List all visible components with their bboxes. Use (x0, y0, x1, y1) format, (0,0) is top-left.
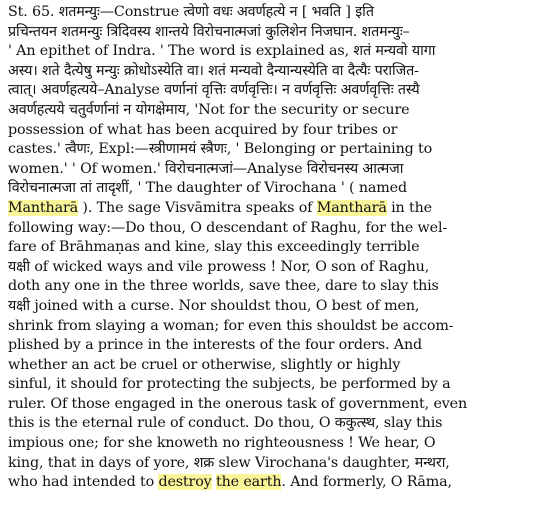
text-segment: in the (386, 199, 432, 216)
text-line (8, 101, 536, 121)
text-segment: who had intended to (8, 474, 159, 491)
text-line (8, 414, 536, 434)
text-segment: sinful, it should for protecting the subjects, be performed by a (8, 376, 451, 393)
text-segment: women.' ' Of women.' विरोचनात्मजां—Analyse विरोचनस्य आत्मजा (8, 160, 404, 177)
text-segment: fare of Brāhmaṇas and kine, slay this exceedingly terrible (8, 239, 420, 256)
text-segment: castes.' त्वैणः, Expl:—स्त्रीणामयं स्त्रैणः, ' Belonging or pertaining to (8, 141, 433, 158)
text-segment: ruler. Of those engaged in the onerous task of government, even (8, 395, 468, 412)
text-line (8, 3, 536, 23)
text-line (8, 81, 536, 101)
text-line (8, 23, 536, 43)
highlighted-text: Mantharā (316, 199, 387, 216)
text-segment: विरोचनात्मजा तां तादृशीं, ' The daughter of Virochana ' ( named (8, 180, 407, 197)
text-line (8, 140, 536, 160)
text-segment: following way:—Do thou, O descendant of Raghu, for the wel- (8, 219, 448, 236)
text-segment: त्वात्। अवर्णहत्यये–Analyse वर्णानां वृत्तिः वर्णवृत्तिः। न वर्णवृत्तिः अवर्णवृत्तिः तस्यै (8, 82, 420, 99)
text-segment: . And formerly, O Rāma, (281, 474, 452, 491)
text-line (8, 277, 536, 297)
text-line (8, 434, 536, 454)
text-line (8, 473, 536, 493)
text-segment: this is the eternal rule of conduct. Do thou, O ककुत्स्थ, slay this (8, 415, 443, 432)
text-line (8, 121, 536, 141)
text-line (8, 454, 536, 474)
text-segment: doth any one in the three worlds, save thee, dare to slay this (8, 278, 439, 295)
text-segment: St. 65. शतमन्युः—Construe त्वेणो वधः अवर्णहत्ये न [ भवति ] इति (8, 4, 374, 20)
text-segment: यक्षी joined with a curse. Nor shouldst thou, O best of men, (8, 297, 420, 314)
text-line (8, 160, 536, 180)
text-segment: shrink from slaying a woman; for even this shouldst be accom- (8, 317, 454, 334)
text-line (8, 317, 536, 337)
text-line (8, 297, 536, 317)
text-segment: अस्य। शते दैत्येषु मन्युः क्रोधोऽस्येति वा। शतं मन्यवो दैन्यान्यस्येति वा दैत्यैः पराजित- (8, 62, 419, 79)
text-segment: ' An epithet of Indra. ' The word is explained as, शतं मन्यवो यागा (8, 43, 436, 60)
text-segment: यक्षी of wicked ways and vile prowess ! Nor, O son of Raghu, (8, 258, 430, 275)
text-line (8, 336, 536, 356)
text-line (8, 42, 536, 62)
text-segment: king, that in days of yore, शक्र slew Virochana's daughter, मन्थरा, (8, 454, 450, 471)
text-segment: plished by a prince in the interests of the four orders. And (8, 337, 423, 354)
text-line (8, 199, 536, 219)
text-segment: whether an act be cruel or otherwise, slightly or highly (8, 356, 401, 373)
text-segment: अवर्णहत्यये चतुर्वर्णानां न योगक्षेमाय, 'Not for the security or secure (8, 101, 410, 118)
text-line (8, 356, 536, 376)
highlighted-text: destroy (158, 474, 212, 491)
text-line (8, 395, 536, 415)
text-line (8, 258, 536, 278)
highlighted-text: the earth (216, 474, 282, 491)
text-line (8, 375, 536, 395)
text-line (8, 238, 536, 258)
text-line (8, 179, 536, 199)
text-line (8, 219, 536, 239)
text-line (8, 62, 536, 82)
text-segment: impious one; for she knoweth no righteousness ! We hear, O (8, 435, 436, 452)
text-segment: ). The sage Visvāmitra speaks of (78, 199, 317, 216)
text-segment: प्रचिन्तयन शतमन्युः त्रिदिवस्य शान्तये विरोचनात्मजां कुलिशेन निजघान. शतमन्युः– (8, 23, 410, 40)
highlighted-text: Mantharā (8, 199, 79, 216)
text-segment: possession of what has been acquired by four tribes or (8, 121, 398, 138)
